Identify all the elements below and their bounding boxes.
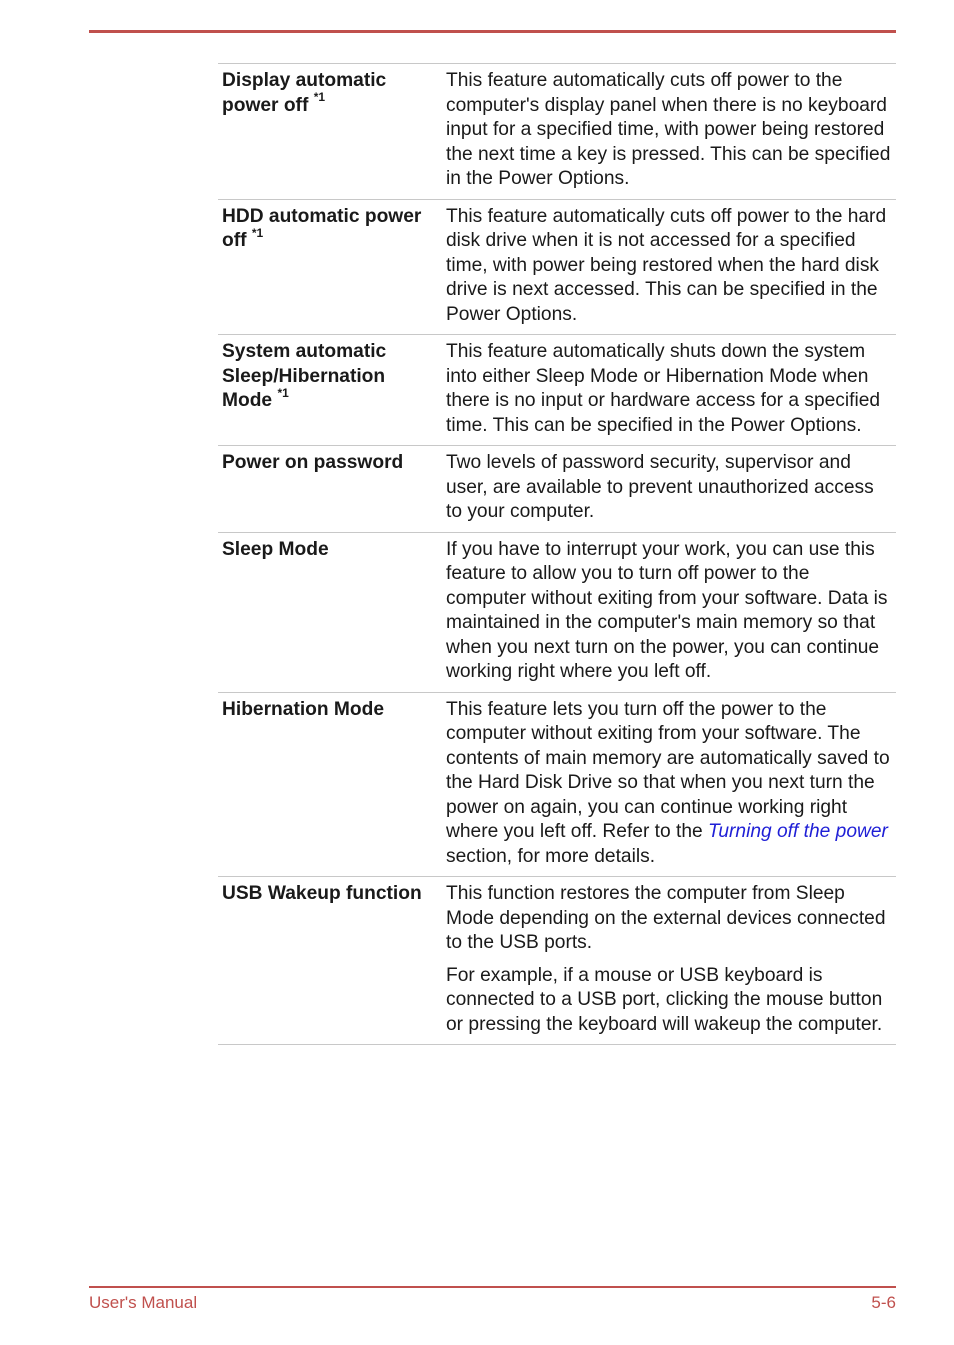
feature-description-text: This feature automatically cuts off power to the computer's display panel when there is no keyboard input for a specified time, with power being restored the next time a key is pressed. This can be specified in the Power Options. (446, 70, 891, 189)
footer-page-number: 5-6 (871, 1293, 896, 1312)
table-row (218, 446, 896, 533)
footnote-marker: *1 (251, 225, 264, 240)
table-row (218, 199, 896, 335)
feature-term (218, 199, 442, 335)
feature-description-text: Two levels of password security, supervisor and user, are available to prevent unauthorized access to your computer. (446, 452, 874, 522)
feature-description (442, 199, 896, 335)
feature-term-text: HDD automatic power off (222, 205, 422, 251)
feature-description (442, 446, 896, 533)
feature-term-text: Display automatic power off (222, 70, 387, 116)
turning-off-power-link[interactable]: Turning off the power (708, 821, 888, 842)
table-row (218, 532, 896, 692)
feature-term (218, 446, 442, 533)
header-rule (89, 30, 896, 33)
feature-description (442, 532, 896, 692)
feature-term-text: USB Wakeup function (222, 883, 422, 904)
feature-term (218, 692, 442, 877)
feature-description-text: This feature automatically cuts off power to the hard disk drive when it is not accessed for a specified time, with power being restored when the hard disk drive is next accessed. This can be specified in the Power Options. (446, 205, 887, 325)
feature-description (442, 335, 896, 446)
feature-description (442, 64, 896, 200)
footer-rule (89, 1286, 896, 1288)
feature-description-text (446, 698, 892, 870)
feature-term-text: Sleep Mode (222, 538, 329, 560)
feature-description (442, 877, 896, 1045)
feature-description-text: This function restores the computer from Sleep Mode depending on the external devices connected to the USB ports. (446, 883, 886, 953)
feature-term-text: Power on password (222, 452, 404, 473)
footnote-marker: *1 (313, 90, 326, 105)
description-text-after-link: section, for more details. (446, 845, 656, 867)
description-text-before-link: This feature lets you turn off the power to the computer without exiting from your software. The contents of main memory are automatically saved to the Hard Disk Drive so that when you next turn the power on again, you can continue working right where you left off. Refer to the (446, 698, 890, 842)
table-row (218, 335, 896, 446)
feature-description-example: For example, if a mouse or USB keyboard is connected to a USB port, clicking the mouse button or pressing the keyboard will wakeup the computer. (446, 964, 883, 1035)
feature-description-text: If you have to interrupt your work, you can use this feature to allow you to turn off power to the computer without exiting from your software. Data is maintained in the computer's main memory so that when you next turn on the power, you can continue working right where you left off. (446, 538, 888, 682)
feature-term (218, 877, 442, 1045)
footnote-marker: *1 (277, 385, 289, 400)
feature-term (218, 532, 442, 692)
feature-description (442, 692, 896, 877)
feature-term (218, 335, 442, 446)
footer-manual-title: User's Manual (89, 1293, 198, 1312)
table-row (218, 64, 896, 200)
feature-term-text: Hibernation Mode (222, 698, 385, 720)
feature-description-text: This feature automatically shuts down the system into either Sleep Mode or Hibernation Mode when there is no input or hardware access for a specified time. This can be specified in the Power Options. (446, 341, 881, 436)
power-features-table (218, 63, 896, 1045)
feature-term-text: System automatic Sleep/Hibernation Mode (222, 341, 387, 411)
table-row (218, 692, 896, 877)
table-row (218, 877, 896, 1045)
feature-term (218, 64, 442, 200)
